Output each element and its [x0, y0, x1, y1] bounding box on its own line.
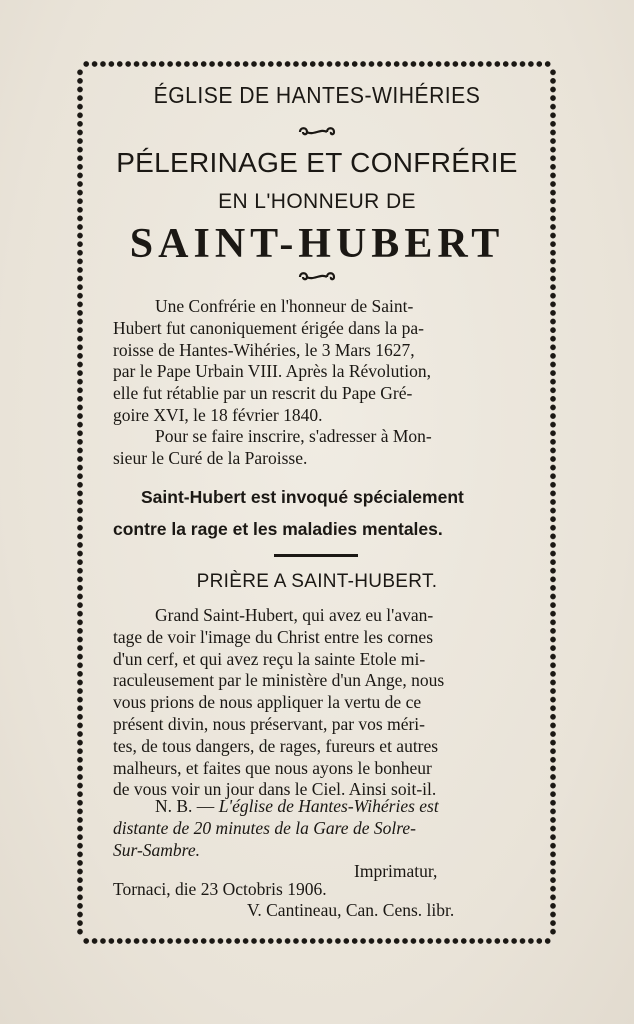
note-paragraph — [113, 796, 519, 861]
censor-signature: V. Cantineau, Can. Cens. libr. — [247, 900, 455, 920]
intro-paragraph — [113, 296, 519, 427]
note-text: L'église de Hantes-Wihéries est — [218, 796, 439, 816]
text-line: Une Confrérie en l'honneur de Saint- — [155, 296, 414, 316]
prayer-paragraph — [113, 605, 519, 801]
inscription-paragraph — [113, 426, 519, 470]
text-line: contre la rage et les maladies mentales. — [113, 519, 443, 539]
ornament-divider-icon — [0, 126, 634, 138]
text-line: Hubert fut canoniquement érigée dans la pa- — [113, 317, 424, 338]
text-line: par le Pape Urbain VIII. Après la Révolution, — [113, 361, 431, 382]
text-line: tes, de tous dangers, de rages, fureurs et autres — [113, 735, 439, 756]
text-line: présent divin, nous préservant, par vos méri- — [113, 713, 426, 734]
prayer-title: PRIÈRE A SAINT-HUBERT. — [196, 571, 438, 592]
text-line: de vous voir un jour dans le Ciel. Ainsi soit-il. — [113, 779, 437, 800]
honour-heading: EN L'HONNEUR DE — [218, 190, 416, 213]
ornament-divider-icon — [0, 271, 634, 283]
note-label: N. B. — — [155, 796, 215, 816]
text-line: d'un cerf, et qui avez reçu la sainte Etole mi- — [113, 648, 426, 669]
text-line: Sur-Sambre. — [113, 839, 200, 860]
text-line: Grand Saint-Hubert, qui avez eu l'avan- — [155, 605, 434, 625]
text-line: goire XVI, le 18 février 1840. — [113, 404, 323, 425]
pilgrimage-heading: PÉLERINAGE ET CONFRÉRIE — [116, 147, 518, 178]
invocation-statement — [113, 481, 519, 545]
church-heading: ÉGLISE DE HANTES-WIHÉRIES — [153, 82, 481, 108]
text-line: Pour se faire inscrire, s'adresser à Mon- — [155, 426, 432, 446]
place-date: Tornaci, die 23 Octobris 1906. — [113, 879, 327, 899]
text-line: tage de voir l'image du Christ entre les cornes — [113, 626, 433, 647]
text-line: distante de 20 minutes de la Gare de Solre- — [113, 817, 416, 838]
imprimatur: Imprimatur, — [354, 861, 438, 881]
text-line: roisse de Hantes-Wihéries, le 3 Mars 1627, — [113, 339, 415, 360]
text-line: sieur le Curé de la Paroisse. — [113, 447, 308, 468]
text-line: vous prions de nous appliquer la vertu de ce — [113, 692, 422, 713]
text-line: Saint-Hubert est invoqué spécialement — [141, 487, 464, 507]
horizontal-rule — [274, 554, 358, 557]
text-line: malheurs, et faites que nous ayons le bonheur — [113, 757, 432, 778]
text-line — [113, 796, 519, 818]
text-line: raculeusement par le ministère d'un Ange, nous — [113, 670, 445, 691]
saint-title: SAINT-HUBERT — [129, 221, 505, 267]
text-line: elle fut rétablie par un rescrit du Pape Gré- — [113, 383, 413, 404]
